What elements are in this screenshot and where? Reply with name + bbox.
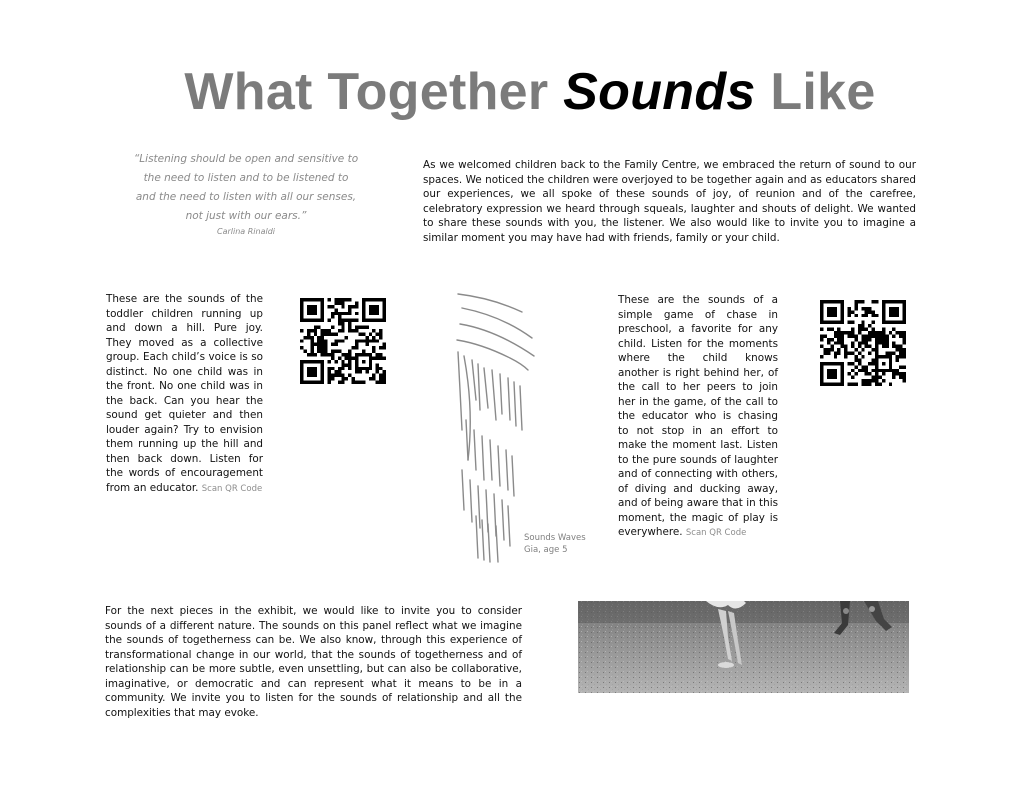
child-drawing-sound-waves	[452, 290, 548, 565]
caption-title: Sounds Waves	[524, 533, 586, 543]
page-title	[0, 62, 1024, 122]
drawing-caption	[524, 532, 586, 556]
bottom-paragraph: For the next pieces in the exhibit, we would like to invite you to consider sounds of a different nature. The sounds on this panel reflect what we imagine the sounds of togetherness can be. We also know, through this experience of transformational change in our world, that the sounds of togetherness and of relationship can be more subtle, even unsettling, but can also be collaborative, imaginative, or democratic and can represent what it means to be in a community. We invite you to listen for the sounds of relationship and all the complexities that may evoke.	[105, 605, 522, 719]
quote-line: and the need to listen with all our senses,	[135, 191, 357, 203]
left-panel-body: These are the sounds of the toddler children running up and down a hill. Pure joy. They moved as a collective group. Each child’s voice is so distinct. No one child was in the front. No one child was in the back. Can you hear the sound get quieter and then louder again? Try to envision them running up the hill and then back down. Listen for the words of encouragement from an educator.	[106, 293, 263, 494]
right-panel-text	[618, 293, 778, 541]
title-part-2: Like	[755, 63, 876, 121]
scan-qr-label: Scan QR Code	[685, 528, 747, 538]
intro-paragraph: As we welcomed children back to the Family Centre, we embraced the return of sound to our spaces. We noticed the children were overjoyed to be together again and as educators shared our experiences, we all spoke of these sounds of joy, of reunion and of the carefree, celebratory expression we heard through squeals, laughter and shouts of delight. We wanted to share these sounds with you, the listener. We also would like to invite you to imagine a similar moment you may have had with friends, family or your child.	[423, 159, 916, 244]
quote-line: “Listening should be open and sensitive to	[133, 153, 359, 165]
quote-line: the need to listen and to be listened to	[143, 172, 349, 184]
quote-line: not just with our ears.”	[185, 210, 307, 222]
qr-code-right[interactable]	[820, 300, 906, 386]
quote-block	[118, 150, 374, 239]
right-panel-body: These are the sounds of a simple game of chase in preschool, a favorite for any child. Listen for the moments where the child knows another is right behind her, of the call to her peers to join her in the game, of the call to the educator who is chasing to not stop in an effort to make the moment last. Listen to the pure sounds of laughter and of connecting with others, of diving and ducking away, and of being aware that in this moment, the magic of play is everywhere.	[618, 294, 778, 538]
title-emphasis: Sounds	[563, 63, 756, 121]
quote-attribution: Carlina Rinaldi	[216, 227, 275, 236]
left-panel-text	[106, 292, 263, 496]
caption-artist: Gia, age 5	[524, 545, 568, 555]
qr-code-left[interactable]	[300, 298, 386, 384]
title-part-1: What Together	[184, 63, 564, 121]
children-running-photo	[578, 601, 909, 693]
scan-qr-label: Scan QR Code	[201, 483, 263, 494]
